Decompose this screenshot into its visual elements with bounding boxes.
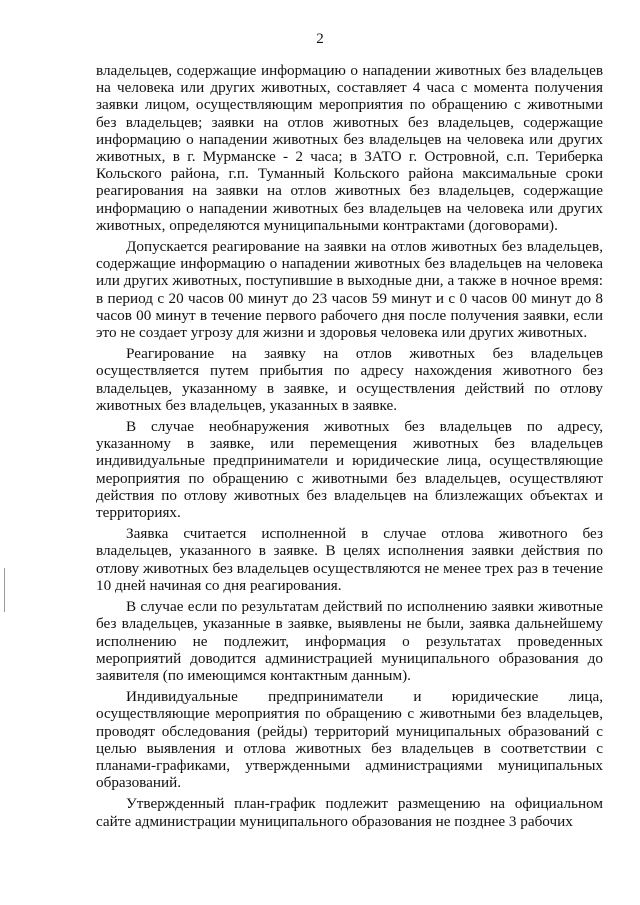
paragraph-request-fulfilled: Заявка считается исполненной в случае отлова животного без владельцев, указанного в заявке. В целях исполнения заявки действия по отлову животных без владельцев осуществляются не менее трех раз в течение 10 дней начиная со дня реагирования. (96, 525, 603, 594)
document-body (96, 62, 603, 834)
scan-edge-mark (4, 568, 5, 612)
paragraph-response-off-hours: Допускается реагирование на заявки на отлов животных без владельцев, содержащие информацию о нападении животных без владельцев на человека или других животных, поступившие в выходные дни, а также в ночное время: в период с 20 часов 00 минут до 23 часов 59 минут и с 0 часов 00 минут до 8 часов 00 минут в течение первого рабочего дня после получения заявки, если это не создает угрозу для жизни и здоровья человека или других животных. (96, 238, 603, 342)
paragraph-no-animals-found: В случае если по результатам действий по исполнению заявки животные без владельцев, указанные в заявке, выявлены не были, заявка дальнейшему исполнению не подлежит, информация о результатах проведенных мероприятий доводится администрацией муниципального образования до заявителя (по имеющимся контактным данным). (96, 598, 603, 684)
paragraph-response-procedure: Реагирование на заявку на отлов животных без владельцев осуществляется путем прибытия по адресу нахождения животного без владельцев, указанному в заявке, и осуществления действий по отлову животных без владельцев, указанных в заявке. (96, 345, 603, 414)
paragraph-raids: Индивидуальные предприниматели и юридические лица, осуществляющие мероприятия по обращению с животными без владельцев, проводят обследования (рейды) территорий муниципальных образований с целью выявления и отлова животных без владельцев в соответствии с планами-графиками, утвержденными администрациями муниципальных образований. (96, 688, 603, 792)
paragraph-schedule-publication: Утвержденный план-график подлежит размещению на официальном сайте администрации муниципального образования не позднее 3 рабочих (96, 795, 603, 830)
page-number: 2 (316, 31, 324, 47)
paragraph-not-found: В случае необнаружения животных без владельцев по адресу, указанному в заявке, или перемещения животных без владельцев индивидуальные предприниматели и юридические лица, осуществляющие мероприятия по обращению с животными без владельцев, осуществляют действия по отлову животных без владельцев на близлежащих объектах и территориях. (96, 418, 603, 522)
paragraph-continuation: владельцев, содержащие информацию о нападении животных без владельцев на человека или других животных, составляет 4 часа с момента получения заявки лицом, осуществляющим мероприятия по обращению с животными без владельцев; заявки на отлов животных без владельцев, содержащие информацию о нападении животных без владельцев на человека или других животных, в г. Мурманске - 2 часа; в ЗАТО г. Островной, с.п. Териберка Кольского района, г.п. Туманный Кольского района максимальные сроки реагирования на заявки на отлов животных без владельцев, содержащие информацию о нападении животных без владельцев на человека или других животных, определяются муниципальными контрактами (договорами). (96, 62, 603, 234)
